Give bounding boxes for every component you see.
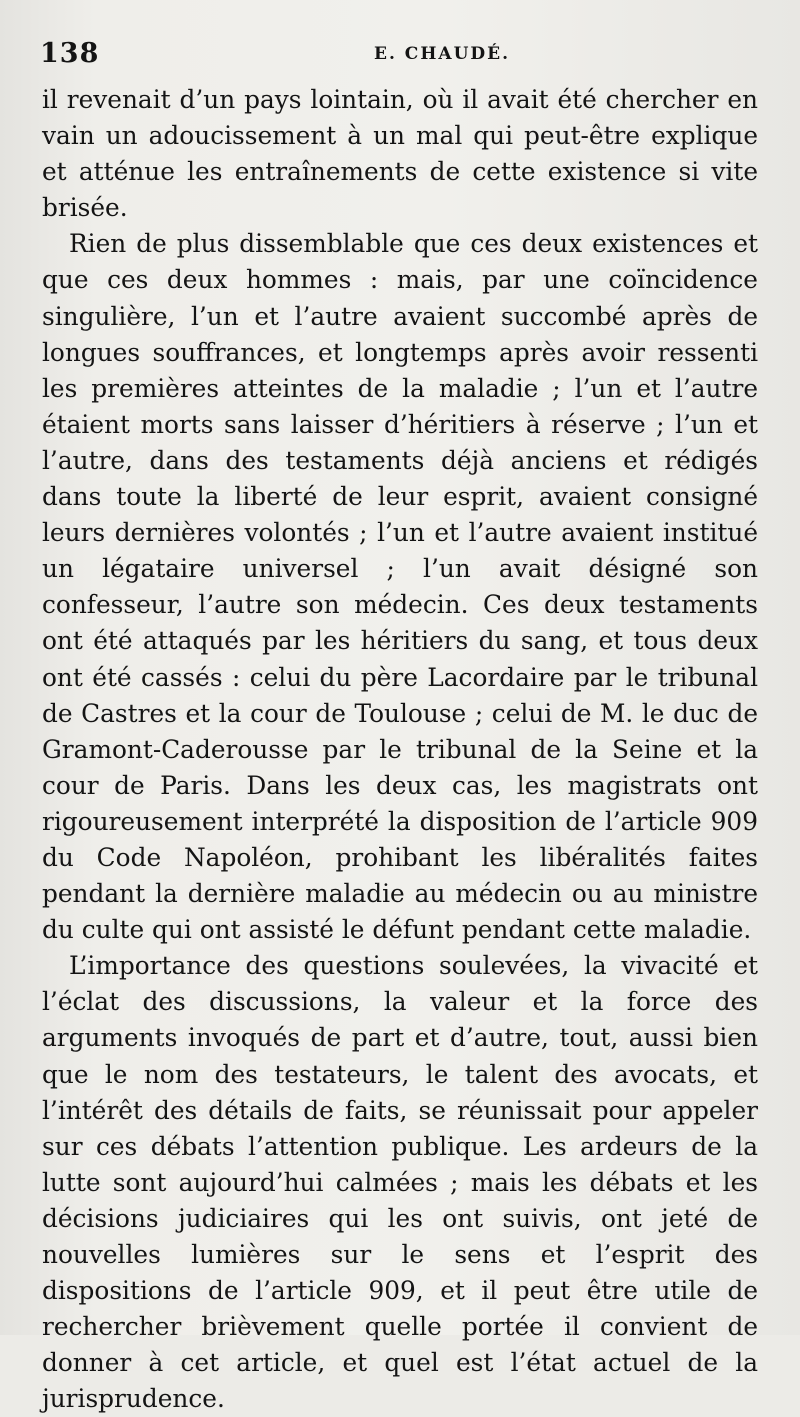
running-head: E. CHAUDÉ. (374, 44, 511, 64)
page-header (40, 38, 760, 78)
body-text (42, 82, 758, 1417)
paragraph-importance: L’importance des questions soulevées, la vivacité et l’éclat des discussions, la valeur et la force des arguments invoqués de part et d’autre, tout, aussi bien que le nom des testateurs, le talent des avocats, et l’intérêt des détails de faits, se réunissait pour appeler sur ces débats l’attention publique. Les ardeurs de la lutte sont aujourd’hui calmées ; mais les débats et les décisions judiciaires qui les ont suivis, ont jeté de nouvelles lumières sur le sens et l’esprit des dispositions de l’article 909, et il peut être utile de rechercher brièvement quelle portée il convient de donner à cet article, et quel est l’état actuel de la jurisprudence. (42, 951, 758, 1414)
paragraph-comparison: Rien de plus dissemblable que ces deux existences et que ces deux hommes : mais, par une coïncidence singulière, l’un et l’autre avaient succombé après de longues souffrances, et longtemps après avoir ressenti les premières atteintes de la maladie ; l’un et l’autre étaient morts sans laisser d’héritiers à réserve ; l’un et l’autre, dans des testaments déjà anciens et rédigés dans toute la liberté de leur esprit, avaient consigné leurs dernières volontés ; l’un et l’autre avaient institué un légataire universel ; l’un avait désigné son confesseur, l’autre son médecin. Ces deux testaments ont été attaqués par les héritiers du sang, et tous deux ont été cassés : celui du père Lacordaire par le tribunal de Castres et la cour de Toulouse ; celui de M. le duc de Gramont-Caderousse par le tribunal de la Seine et la cour de Paris. Dans les deux cas, les magistrats ont rigoureusement interprété la disposition de l’article 909 du Code Napoléon, prohibant les libéralités faites pendant la dernière maladie au médecin ou au ministre du culte qui ont assisté le défunt pendant cette maladie. (42, 229, 758, 945)
paragraph-continuation: il revenait d’un pays lointain, où il avait été chercher en vain un adoucissement à un mal qui peut-être explique et atténue les entraînements de cette existence si vite brisée. (42, 85, 758, 223)
page-number: 138 (40, 38, 100, 69)
